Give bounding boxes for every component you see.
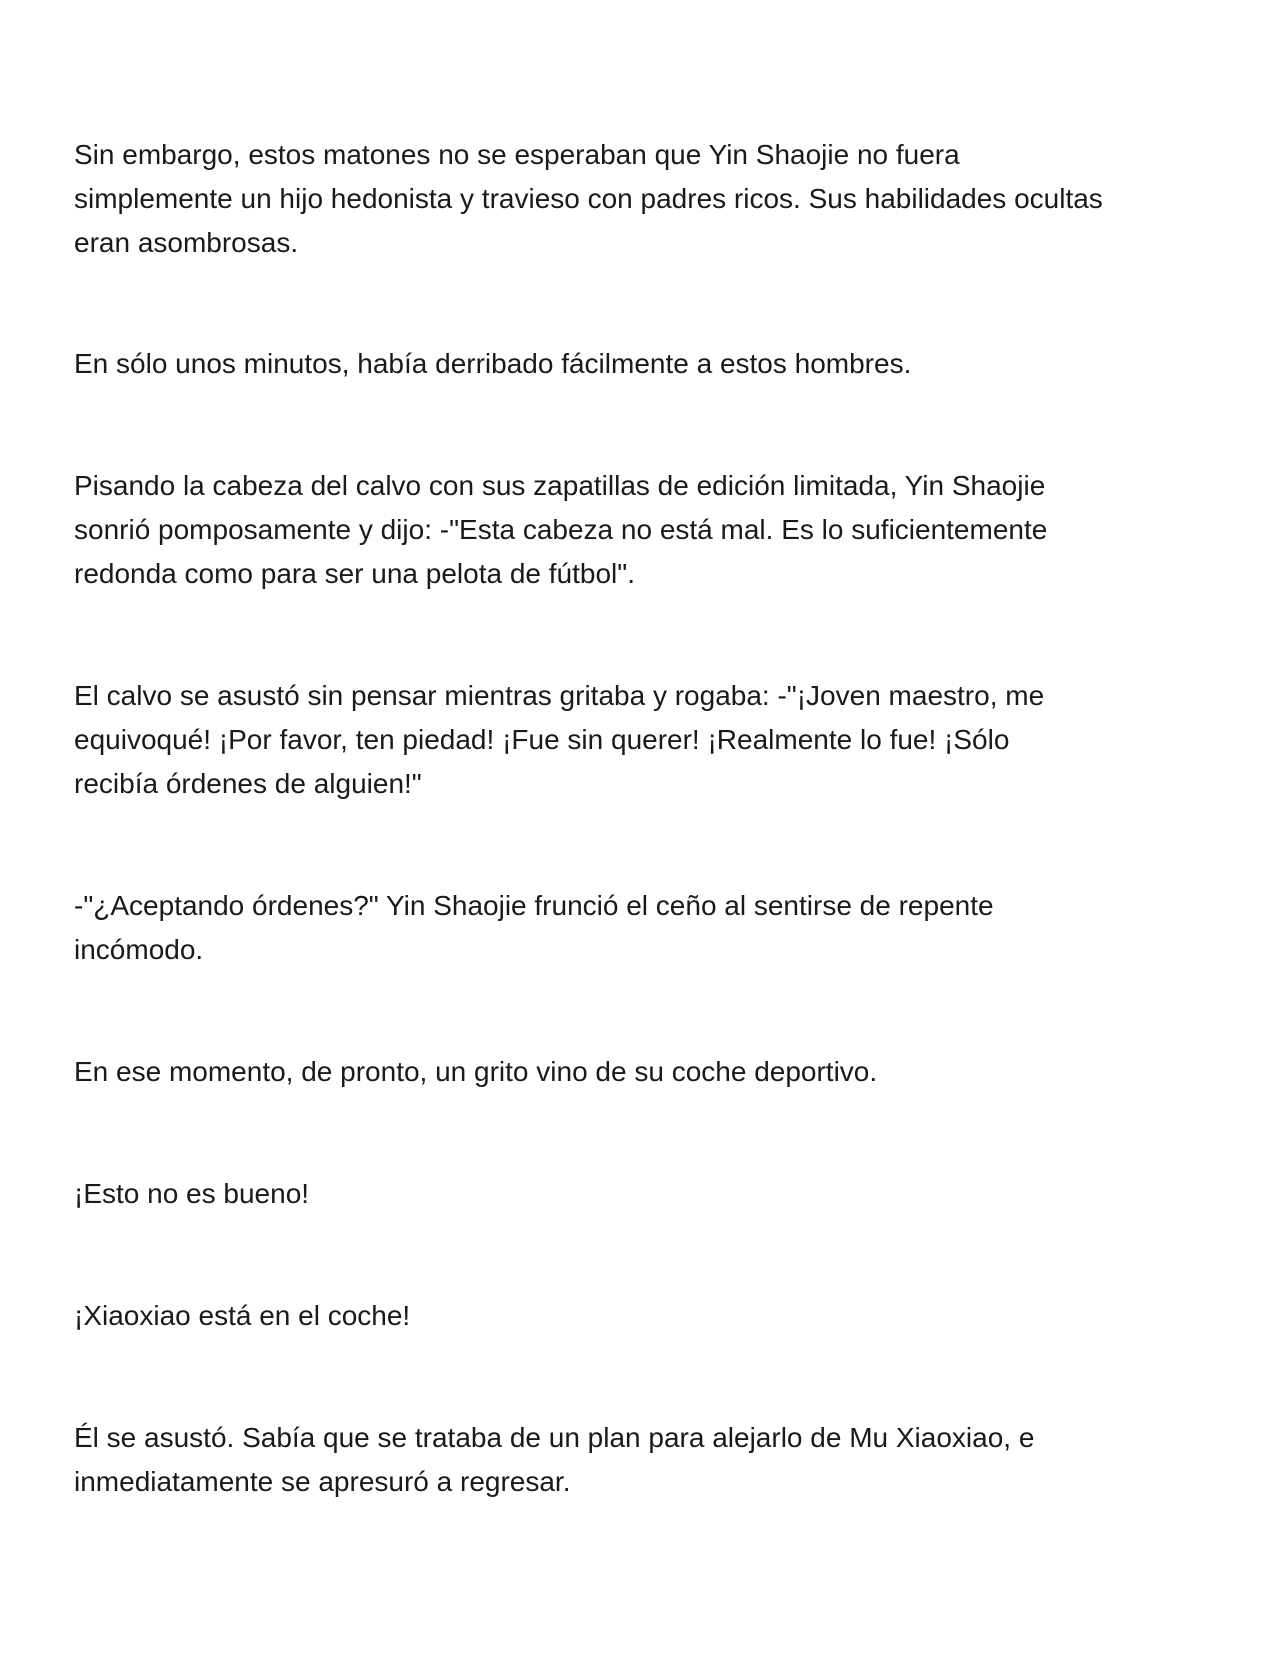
paragraph-2: En sólo unos minutos, había derribado fácilmente a estos hombres. [74,348,912,379]
paragraph-5: -"¿Aceptando órdenes?" Yin Shaojie frunció el ceño al sentirse de repente incómodo. [74,890,994,965]
paragraph-9: Él se asustó. Sabía que se trataba de un plan para alejarlo de Mu Xiaoxiao, e inmediatamente se apresuró a regresar. [74,1422,1035,1497]
paragraph-3: Pisando la cabeza del calvo con sus zapatillas de edición limitada, Yin Shaojie sonrió pomposamente y dijo: -"Esta cabeza no está mal. Es lo suficientemente redonda como para ser una pelota de fútbol". [74,470,1048,589]
document-page [74,0,1214,1656]
paragraph-4: El calvo se asustó sin pensar mientras gritaba y rogaba: -"¡Joven maestro, me equivoqué! ¡Por favor, ten piedad! ¡Fue sin querer! ¡Realmente lo fue! ¡Sólo recibía órdenes de alguien!" [74,680,1045,799]
paragraph-6: En ese momento, de pronto, un grito vino de su coche deportivo. [74,1056,878,1087]
paragraph-8: ¡Xiaoxiao está en el coche! [74,1300,411,1331]
paragraph-1: Sin embargo, estos matones no se esperaban que Yin Shaojie no fuera simplemente un hijo hedonista y travieso con padres ricos. Sus habilidades ocultas eran asombrosas. [74,139,1103,258]
paragraph-7: ¡Esto no es bueno! [74,1178,310,1209]
